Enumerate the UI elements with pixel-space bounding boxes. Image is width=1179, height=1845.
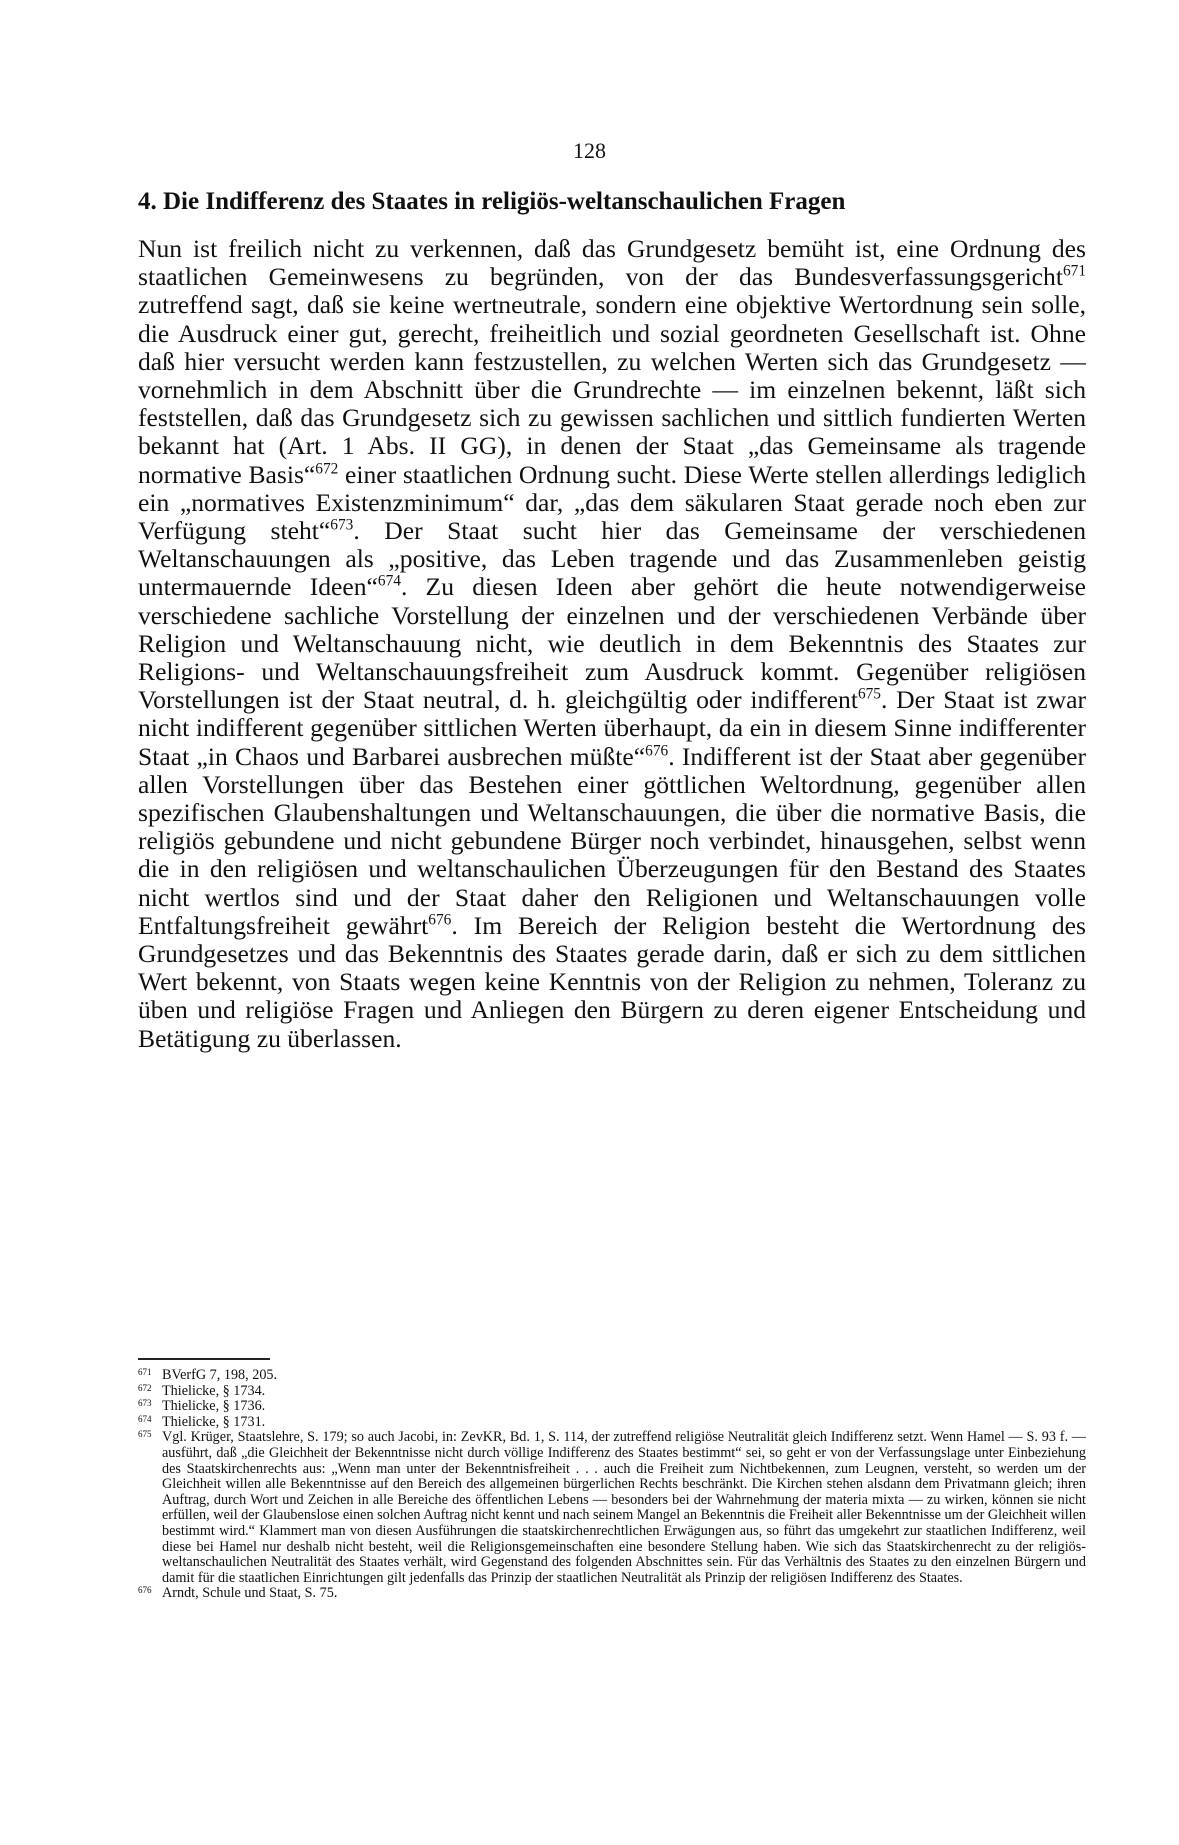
footnote-text: BVerfG 7, 198, 205.	[162, 1367, 278, 1383]
footnote-ref-671: 671	[1062, 262, 1086, 280]
text-segment: . Der Staat sucht hier das Gemeinsame der verschiedenen Weltanschauungen als „positive, das Leben tragende und das Zusammenleben geistig untermauernde Ideen“	[138, 516, 1086, 602]
footnote-rule	[138, 1358, 270, 1360]
text-segment: . Indifferent ist der Staat aber gegenüber allen Vorstellungen über das Bestehen einer göttlichen Weltordnung, gegenüber allen spezifischen Glaubenshaltungen und Weltanschauungen, die über die normative Basis, die religiös gebundene und nicht gebundene Bürger noch verbindet, hinausgehen, selbst wenn die in den religiösen und weltanschaulichen Überzeugungen für den Bestand des Staates nicht wertlos sind und der Staat daher den Religionen und Weltanschauungen volle Entfaltungsfreiheit gewährt	[138, 741, 1086, 940]
section-heading: 4. Die Indifferenz des Staates in religiös-weltanschaulichen Fragen	[138, 188, 846, 215]
text-segment: . Der Staat ist zwar nicht indifferent gegenüber sittlichen Werten überhaupt, da ein in diesem Sinne indifferenter Staat „in Chaos und Barbarei ausbrechen müßte“	[138, 685, 1086, 771]
text-segment: . Zu diesen Ideen aber gehört die heute notwendigerweise verschiedene sachliche Vorstellung der einzelnen und der verschiedenen Verbände über Religion und Weltanschauung nicht, wie deutlich in dem Bekenntnis des Staates zur Religions- und Weltanschauungsfreiheit zum Ausdruck kommt. Gegenüber religiösen Vorstellungen ist der Staat neutral, d. h. gleichgültig oder indifferent	[138, 572, 1086, 715]
footnote-text: Vgl. Krüger, Staatslehre, S. 179; so auch Jacobi, in: ZevKR, Bd. 1, S. 114, der zutreffend religiöse Neutralität gleich Indifferenz setzt. Wenn Hamel — S. 93 f. — ausführt, daß „die Gleichheit der Bekenntnisse nicht durch völlige Indifferenz des Staates bestimmt“ sei, so geht er von der Verfassungslage unter Einbeziehung des Staatskirchenrechts aus: „Wenn man unter der Bekenntnisfreiheit . . . auch die Freiheit zum Nichtbekennen, zum Leugnen, versteht, so werden um der Gleichheit willen alle Bekenntnisse auf den Bereich des allgemeinen bürgerlichen Rechts beschränkt. Die Kirchen stehen alsdann dem Privatmann gleich; ihren Auftrag, durch Wort und Zeichen in alle Bereiche des öffentlichen Lebens — besonders bei der Wahrnehmung der materia mixta — zu wirken, können sie nicht erfüllen, weil der Glaubenslose einen solchen Auftrag nicht kennt und nach seinem Mangel an Bekenntnis die Freiheit aller Bekenntnisse um der Gleichheit willen bestimmt wird.“ Klammert man von diesen Ausführungen die staatskirchenrechtlichen Erwägungen aus, so führt das umgekehrt zur staatlichen Indifferenz, weil diese bei Hamel nur deshalb nicht besteht, weil die Religionsgemeinschaften eine besondere Stellung haben. Wie sich das Staatskirchenrecht zu der religiös-weltanschaulichen Neutralität des Staates verhält, wird Gegenstand des folgenden Abschnittes sein. Für das Verhältnis des Staates zu den einzelnen Bürgern und damit für die staatlichen Einrichtungen gilt jedenfalls das Prinzip der staatlichen Neutralität als Prinzip der religiösen Indifferenz des Staates.	[162, 1429, 1086, 1586]
text-segment: einer staatlichen Ordnung sucht. Diese Werte stellen allerdings lediglich ein „normatives Existenzminimum“ dar, „das dem säkularen Staat gerade noch eben zur Verfügung steht“	[138, 459, 1086, 546]
text-segment: . Im Bereich der Religion besteht die Wertordnung des Grundgesetzes und das Bekenntnis des Staates gerade darin, daß er sich zu dem sittlichen Wert bekennt, von Staats wegen keine Kenntnis von der Religion zu nehmen, Toleranz zu üben und religiöse Fragen und Anliegen den Bürgern zu deren eigener Entscheidung und Betätigung zu überlassen.	[138, 910, 1086, 1053]
footnote-text: Thielicke, § 1736.	[162, 1398, 266, 1415]
footnote-text: Arndt, Schule und Staat, S. 75.	[162, 1585, 338, 1602]
body-paragraph	[138, 235, 1086, 1053]
footnote-673: 673 Thielicke, § 1736.	[138, 1398, 266, 1415]
footnote-ref-672: 672	[315, 460, 339, 478]
footnote-676: 676 Arndt, Schule und Staat, S. 75.	[138, 1585, 338, 1602]
text-segment: Nun ist freilich nicht zu verkennen, daß das Grundgesetz bemüht ist, eine Ordnung des staatlichen Gemeinwesens zu begründen, von der das Bundesverfassungsgericht	[138, 234, 1086, 292]
footnote-ref-673: 673	[330, 516, 354, 534]
footnote-ref-675: 675	[857, 685, 881, 703]
page-number: 128	[573, 138, 606, 163]
footnote-ref-676: 676	[428, 911, 452, 929]
footnote-672: 672 Thielicke, § 1734.	[138, 1382, 266, 1399]
footnote-671: 671 BVerfG 7, 198, 205.	[138, 1367, 278, 1383]
footnote-674: 674 Thielicke, § 1731.	[138, 1413, 266, 1430]
footnotes	[138, 1368, 1086, 1602]
footnote-text: Thielicke, § 1734.	[162, 1382, 266, 1399]
text-segment: zutreffend sagt, daß sie keine wertneutrale, sondern eine objektive Wertordnung sein solle, die Ausdruck einer gut, gerecht, freiheitlich und sozial geordneten Gesellschaft ist. Ohne daß hier versucht werden kann festzustellen, zu welchen Werten sich das Grundgesetz — vornehmlich in dem Abschnitt über die Grundrechte — im einzelnen bekennt, läßt sich feststellen, daß das Grundgesetz sich zu gewissen sachlichen und sittlich fundierten Werten bekannt hat (Art. 1 Abs. II GG), in denen der Staat „das Gemeinsame als tragende normative Basis“	[138, 290, 1086, 489]
footnote-675: 675 Vgl. Krüger, Staatslehre, S. 179; so auch Jacobi, in: ZevKR, Bd. 1, S. 114, der zutreffend religiöse Neutralität gleich Indifferenz setzt. Wenn Hamel — S. 93 f. — ausführt, daß „die Gleichheit der Bekenntnisse nicht durch völlige Indifferenz des Staates bestimmt“ sei, so geht er von der Verfassungslage unter Einbeziehung des Staatskirchenrechts aus: „Wenn man unter der Bekenntnisfreiheit . . . auch die Freiheit zum Nichtbekennen, zum Leugnen, versteht, so werden um der Gleichheit willen alle Bekenntnisse auf den Bereich des allgemeinen bürgerlichen Rechts beschränkt. Die Kirchen stehen alsdann dem Privatmann gleich; ihren Auftrag, durch Wort und Zeichen in alle Bereiche des öffentlichen Lebens — besonders bei der Wahrnehmung der materia mixta — zu wirken, können sie nicht erfüllen, weil der Glaubenslose einen solchen Auftrag nicht kennt und nach seinem Mangel an Bekenntnis die Freiheit aller Bekenntnisse um der Gleichheit willen bestimmt wird.“ Klammert man von diesen Ausführungen die staatskirchenrechtlichen Erwägungen aus, so führt das umgekehrt zur staatlichen Indifferenz, weil diese bei Hamel nur deshalb nicht besteht, weil die Religionsgemeinschaften eine besondere Stellung haben. Wie sich das Staatskirchenrecht zu der religiös-weltanschaulichen Neutralität des Staates verhält, wird Gegenstand des folgenden Abschnittes sein. Für das Verhältnis des Staates zu den einzelnen Bürgern und damit für die staatlichen Einrichtungen gilt jedenfalls das Prinzip der staatlichen Neutralität als Prinzip der religiösen Indifferenz des Staates.	[138, 1429, 1086, 1586]
footnote-ref-674: 674	[377, 572, 401, 590]
footnote-ref-676: 676	[645, 742, 669, 760]
footnote-text: Thielicke, § 1731.	[162, 1413, 266, 1430]
